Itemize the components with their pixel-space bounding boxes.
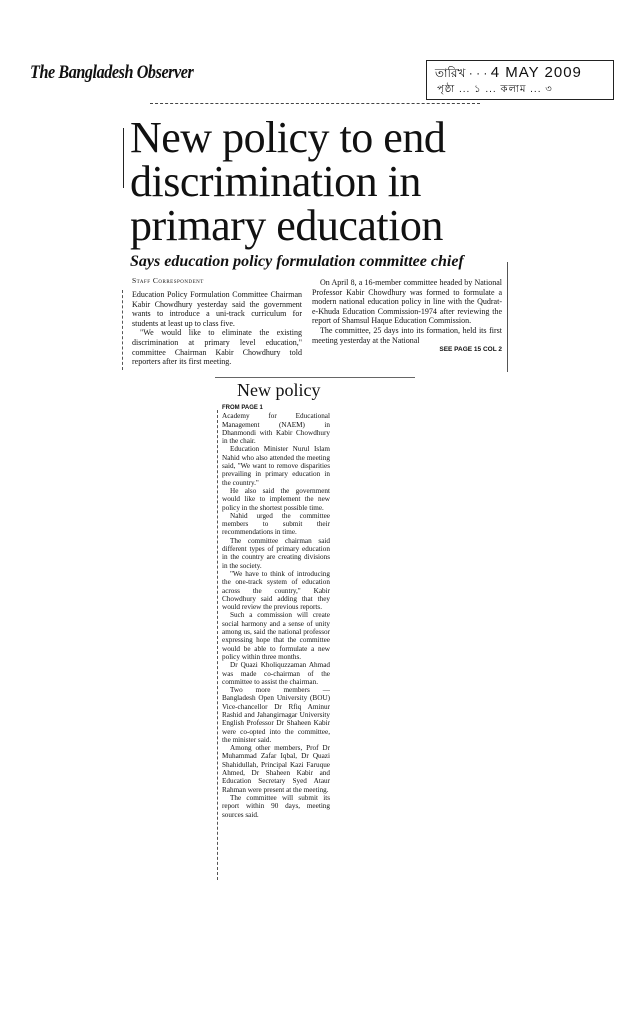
continuation-note: SEE PAGE 15 COL 2 [439,346,502,354]
article-column-right [312,278,502,355]
paragraph: Dr Quazi Kholiquzzaman Ahmad was made co-chairman of the committee to assist the chairman. [222,661,330,686]
paragraph: On April 8, a 16-member committee headed by National Professor Kabir Chowdhury was formed to formulate a modern national education policy in line with the Qudrat-e-Khuda Education Commission-1974 after reviewing the report of Shamsul Haque Education Commission. [312,278,502,326]
divider [217,410,218,880]
byline: Staff Correspondent [132,276,204,285]
stamp-label: তারিখ [435,66,466,80]
paragraph: Academy for Educational Management (NAEM) in Dhanmondi with Kabir Chowdhury in the chair. [222,412,330,446]
headline-line: primary education [130,201,443,250]
paragraph: The committee chairman said different types of primary education in the country are creating divisions in the society. [222,536,330,570]
divider [215,377,415,378]
stamp-date: 4 MAY 2009 [490,64,582,81]
divider [507,262,508,372]
paragraph: He also said the government would like to implement the new policy in the shortest possible time. [222,486,330,512]
headline-line: discrimination in [130,157,421,206]
paragraph: Nahid urged the committee members to submit their recommendations in time. [222,511,330,537]
date-stamp: তারিখ · · · 4 MAY 2009 পৃষ্ঠা ... ১ ... কলাম ... ৩ [426,60,614,100]
paragraph: The committee, 25 days into its formation, held its first meeting yesterday at the National [312,325,502,345]
divider [123,128,124,188]
paragraph: Education Policy Formulation Committee Chairman Kabir Chowdhury yesterday said the government wants to introduce a uni-track curriculum for students at least up to class five. [132,290,302,328]
paragraph: Education Minister Nurul Islam Nahid who also attended the meeting said, "We want to remove disparities prevailing in primary education in the country." [222,445,330,487]
article-column-left [132,290,302,367]
paragraph: Such a commission will create social harmony and a sense of unity among us, said the national professor expressing hope that the committee would be able to formulate a new policy within three months. [222,611,330,661]
jump-column [222,404,330,819]
paragraph: "We would like to eliminate the existing discrimination at primary level education," committee Chairman Kabir Chowdhury told reporters after its first meeting. [132,328,302,367]
paragraph: Two more members — Bangladesh Open University (BOU) Vice-chancellor Dr Rfiq Aminur Rashid and Jahangirnagar University English Professor Dr Shaheen Kabir were co-opted into the committee, the minister said. [222,686,330,744]
headline-line: New policy to end [130,113,446,162]
paragraph: Among other members, Prof Dr Muhammad Zafar Iqbal, Dr Quazi Shahidullah, Principal Kazi Faruque Ahmed, Dr Shaheen Kabir and Education Secretary Syed Ataur Rahman were present at the meeting. [222,744,330,794]
paragraph: The committee will submit its report within 90 days, meeting sources said. [222,793,330,819]
headline [130,113,510,250]
jump-heading: New policy [237,380,321,400]
from-page-label: FROM PAGE 1 [222,405,263,411]
paragraph: "We have to think of introducing the one-track system of education across the country," Kabir Chowdhury said adding that they would review the previous reports. [222,569,330,612]
newspaper-masthead: The Bangladesh Observer [30,62,194,83]
subheadline: Says education policy formulation committee chief [130,253,464,270]
divider [122,290,123,370]
stamp-page-col: পৃষ্ঠা ... ১ ... কলাম ... ৩ [437,84,553,95]
divider [150,103,480,104]
